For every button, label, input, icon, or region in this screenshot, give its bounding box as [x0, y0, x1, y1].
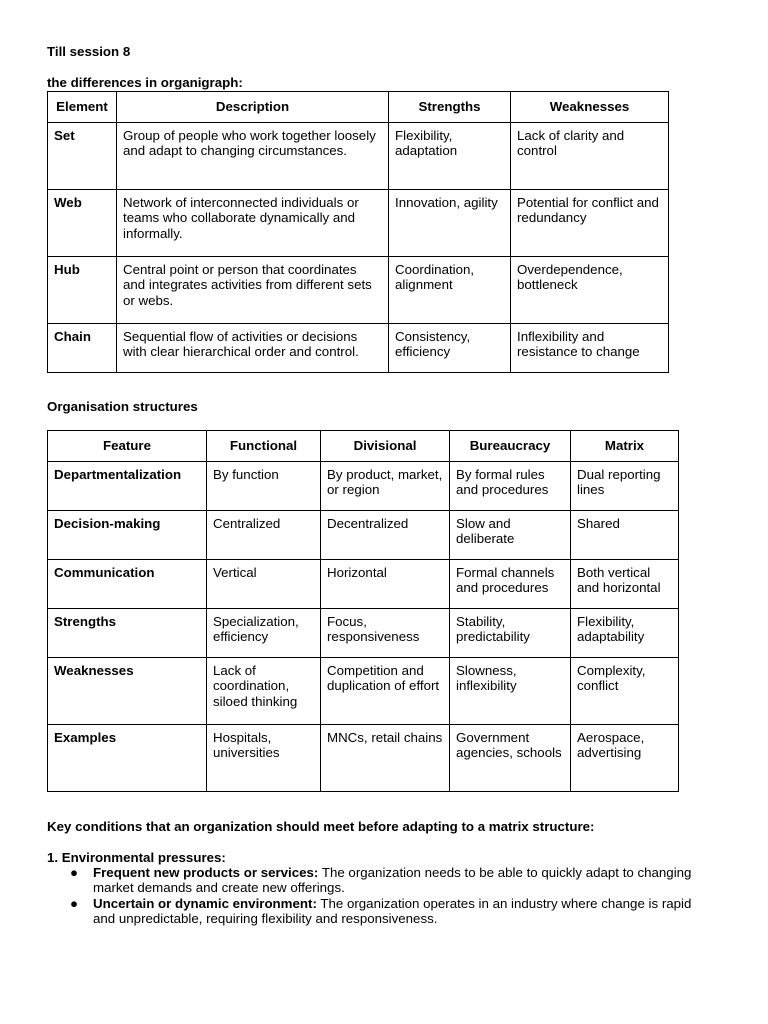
- divisional-cell: Horizontal: [321, 560, 450, 609]
- bureaucracy-cell: Slow and deliberate: [450, 511, 571, 560]
- element-cell: Chain: [48, 324, 117, 373]
- weaknesses-cell: Potential for conflict and redundancy: [511, 190, 669, 257]
- matrix-cell: Shared: [571, 511, 679, 560]
- column-header-strengths: Strengths: [389, 92, 511, 123]
- column-header-bureaucracy: Bureaucracy: [450, 431, 571, 462]
- column-header-divisional: Divisional: [321, 431, 450, 462]
- column-header-feature: Feature: [48, 431, 207, 462]
- table-row: [48, 462, 679, 511]
- matrix-cell: Dual reporting lines: [571, 462, 679, 511]
- functional-cell: Specialization, efficiency: [207, 609, 321, 658]
- list-item: [70, 896, 710, 927]
- condition-text: The organization operates in an industry where change is rapid and unpredictable, requiring flexibility and responsiveness.: [93, 895, 692, 927]
- strengths-cell: Innovation, agility: [389, 190, 511, 257]
- feature-cell: Strengths: [48, 609, 207, 658]
- bureaucracy-cell: By formal rules and procedures: [450, 462, 571, 511]
- table-row: [48, 511, 679, 560]
- functional-cell: Vertical: [207, 560, 321, 609]
- weaknesses-cell: Overdependence, bottleneck: [511, 257, 669, 324]
- table-row: [48, 324, 669, 373]
- divisional-cell: Competition and duplication of effort: [321, 658, 450, 725]
- matrix-cell: Both vertical and horizontal: [571, 560, 679, 609]
- condition-label: Frequent new products or services:: [93, 865, 319, 880]
- element-cell: Set: [48, 123, 117, 190]
- element-cell: Web: [48, 190, 117, 257]
- table-header-row: [48, 431, 679, 462]
- table-header-row: [48, 92, 669, 123]
- condition-label: Uncertain or dynamic environment:: [93, 895, 317, 911]
- column-header-element: Element: [48, 92, 117, 123]
- feature-cell: Examples: [48, 725, 207, 792]
- environmental-pressures-title: 1. Environmental pressures:: [47, 850, 226, 865]
- functional-cell: Centralized: [207, 511, 321, 560]
- description-cell: Sequential flow of activities or decisions with clear hierarchical order and control.: [117, 324, 389, 373]
- condition-text: The organization needs to be able to quickly adapt to changing market demands and create new offerings.: [93, 865, 692, 896]
- matrix-cell: Aerospace, advertising: [571, 725, 679, 792]
- table-row: [48, 725, 679, 792]
- table-row: [48, 609, 679, 658]
- bureaucracy-cell: Stability, predictability: [450, 609, 571, 658]
- table-row: [48, 658, 679, 725]
- strengths-cell: Consistency, efficiency: [389, 324, 511, 373]
- table-row: [48, 190, 669, 257]
- divisional-cell: By product, market, or region: [321, 462, 450, 511]
- matrix-cell: Complexity, conflict: [571, 658, 679, 725]
- bureaucracy-cell: Slowness, inflexibility: [450, 658, 571, 725]
- functional-cell: Hospitals, universities: [207, 725, 321, 792]
- weaknesses-cell: Lack of clarity and control: [511, 123, 669, 190]
- description-cell: Network of interconnected individuals or teams who collaborate dynamically and informally.: [117, 190, 389, 257]
- weaknesses-cell: Inflexibility and resistance to change: [511, 324, 669, 373]
- matrix-cell: Flexibility, adaptability: [571, 609, 679, 658]
- feature-cell: Communication: [48, 560, 207, 609]
- conditions-list: [70, 865, 710, 927]
- strengths-cell: Coordination, alignment: [389, 257, 511, 324]
- functional-cell: Lack of coordination, siloed thinking: [207, 658, 321, 725]
- element-cell: Hub: [48, 257, 117, 324]
- divisional-cell: Decentralized: [321, 511, 450, 560]
- matrix-conditions-heading: Key conditions that an organization should meet before adapting to a matrix structure:: [47, 819, 595, 834]
- list-item: [70, 865, 710, 896]
- organigraph-heading: the differences in organigraph:: [47, 75, 243, 90]
- column-header-description: Description: [117, 92, 389, 123]
- feature-cell: Weaknesses: [48, 658, 207, 725]
- bureaucracy-cell: Government agencies, schools: [450, 725, 571, 792]
- organigraph-table: [47, 91, 669, 373]
- session-title: Till session 8: [47, 44, 131, 59]
- description-cell: Group of people who work together loosely and adapt to changing circumstances.: [117, 123, 389, 190]
- bullet-icon: ●: [70, 865, 79, 880]
- column-header-weaknesses: Weaknesses: [511, 92, 669, 123]
- table-row: [48, 123, 669, 190]
- column-header-matrix: Matrix: [571, 431, 679, 462]
- functional-cell: By function: [207, 462, 321, 511]
- description-cell: Central point or person that coordinates and integrates activities from different sets or webs.: [117, 257, 389, 324]
- column-header-functional: Functional: [207, 431, 321, 462]
- divisional-cell: Focus, responsiveness: [321, 609, 450, 658]
- table-row: [48, 560, 679, 609]
- structures-table: [47, 430, 679, 792]
- table-row: [48, 257, 669, 324]
- bullet-icon: ●: [70, 895, 79, 911]
- structures-heading: Organisation structures: [47, 399, 198, 414]
- strengths-cell: Flexibility, adaptation: [389, 123, 511, 190]
- bureaucracy-cell: Formal channels and procedures: [450, 560, 571, 609]
- feature-cell: Departmentalization: [48, 462, 207, 511]
- feature-cell: Decision-making: [48, 511, 207, 560]
- divisional-cell: MNCs, retail chains: [321, 725, 450, 792]
